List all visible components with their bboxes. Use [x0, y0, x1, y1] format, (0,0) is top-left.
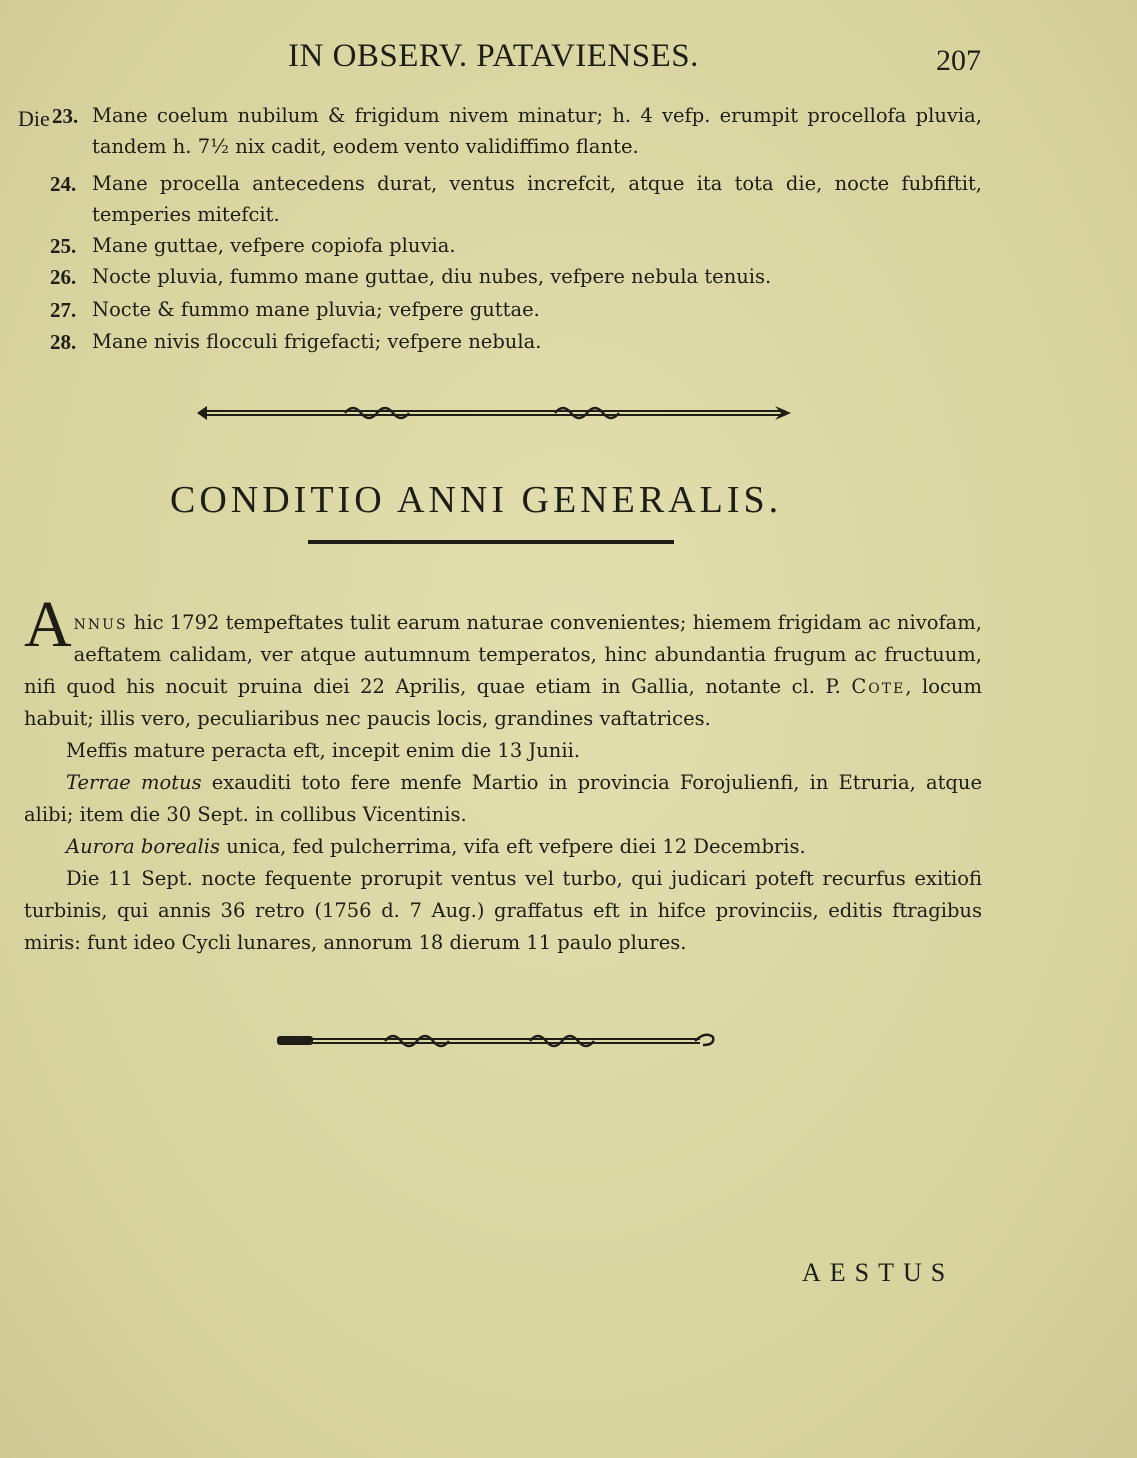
author-name: Cote	[851, 675, 906, 698]
day-number: 23.	[52, 104, 79, 128]
entry-text: Nocte & fummo mane pluvia; vefpere guttae.	[92, 298, 540, 321]
paragraph-text: unica, fed pulcherrima, vifa eft vefpere diei 12 Decembris.	[220, 835, 806, 858]
paragraph	[24, 588, 982, 735]
ornament-divider-bottom	[275, 1028, 720, 1054]
day-number: 24.	[50, 172, 77, 196]
day-number: 25.	[50, 234, 77, 258]
running-title: IN OBSERV. PATAVIENSES.	[288, 38, 699, 74]
entry-text: Mane procella antecedens durat, ventus increfcit, atque ita tota die, nocte fubfiftit, temperies mitefcit.	[92, 172, 982, 226]
catchword: AESTUS	[802, 1258, 955, 1287]
entry-text: Mane guttae, vefpere copiofa pluvia.	[92, 234, 456, 257]
day-number: 26.	[50, 265, 77, 289]
paragraph	[24, 831, 982, 863]
title-rule	[308, 540, 674, 544]
paragraph-text: hic 1792 tempeftates tulit earum naturae convenientes; hiemem frigidam ac nivofam, aeftatem calidam, ver atque autumnum temperatos, hinc abundantia frugum ac fructuum, nifi quod his nocuit pruina diei 22 Aprilis, quae etiam in Gallia, notante cl. P.	[24, 611, 982, 698]
paragraph: Meffis mature peracta eft, incepit enim die 13 Junii.	[66, 739, 581, 762]
body-text	[24, 588, 982, 959]
day-prefix: Die	[18, 106, 50, 131]
italic-term: Aurora borealis	[66, 835, 221, 858]
page-number: 207	[936, 44, 981, 77]
entry-text: Mane nivis flocculi frigefacti; vefpere nebula.	[92, 330, 542, 353]
day-number: 28.	[50, 330, 77, 354]
entry-text: Nocte pluvia, fummo mane guttae, diu nubes, vefpere nebula tenuis.	[92, 265, 772, 288]
entry-text: Mane coelum nubilum & frigidum nivem minatur; h. 4 vefp. erumpit procellofa pluvia, tandem h. 7½ nix cadit, eodem vento validiffimo flante.	[92, 104, 982, 158]
paragraph-text: , locum habuit; illis vero, peculiaribus nec paucis locis, grandines vaftatrices.	[24, 675, 982, 730]
paragraph: Die 11 Sept. nocte fequente prorupit ventus vel turbo, qui judicari poteft recurfus exitiofi turbinis, qui annis 36 retro (1756 d. 7 Aug.) graffatus eft in hifce provinciis, editis ftragibus miris: funt ideo Cycli lunares, annorum 18 dierum 11 paulo plures.	[24, 867, 982, 954]
section-title-text: CONDITIO ANNI GENERALIS.	[170, 479, 783, 521]
drop-cap: A	[24, 588, 72, 661]
italic-term: Terrae motus	[66, 771, 202, 794]
smallcaps-word: nnus	[73, 611, 128, 634]
day-number: 27.	[50, 298, 77, 322]
paragraph	[24, 767, 982, 831]
ornament-divider-top	[195, 400, 795, 426]
paragraph-text: exauditi toto fere menfe Martio in provincia Forojulienfi, in Etruria, atque alibi; item die 30 Sept. in collibus Vicentinis.	[24, 771, 982, 826]
running-header	[0, 38, 1137, 78]
